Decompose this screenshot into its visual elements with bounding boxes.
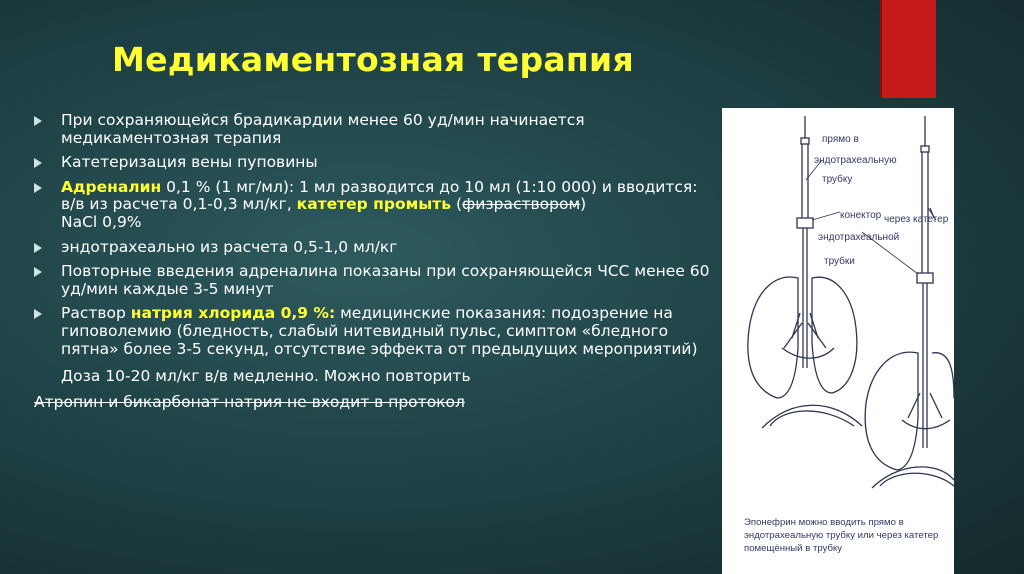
intubation-diagram <box>722 108 954 574</box>
label-connector-line3: трубки <box>824 256 855 267</box>
bullet-arrow-icon <box>34 267 42 277</box>
adrenalin-highlight: Адреналин <box>61 177 162 196</box>
bullet-arrow-icon <box>34 183 42 193</box>
struck-text: физраствором <box>462 195 581 214</box>
label-connector-line2: эндотрахеальной <box>818 232 900 243</box>
list-item: Катетеризация вены пуповины <box>34 154 710 172</box>
dose-text: Доза 10-20 мл/кг в/в медленно. Можно повторить <box>61 367 471 386</box>
label-direct-line1: прямо в <box>822 134 859 145</box>
atropine-struck-text: Атропин и бикарбонат натрия не входит в протокол <box>34 392 465 411</box>
list-item: При сохраняющейся брадикардии менее 60 уд/мин начинается медикаментозная терапия <box>34 112 710 147</box>
red-accent-bar <box>880 0 936 98</box>
label-direct-line2: эндотрахеальную <box>814 155 897 166</box>
diagram-caption: Эпонефрин можно вводить прямо в эндотрахеальную трубку или через катетер помещённый в трубку <box>744 517 939 554</box>
bullet-arrow-icon <box>34 116 42 126</box>
bullet-arrow-icon <box>34 243 42 253</box>
slide-title: Медикаментозная терапия <box>112 40 634 79</box>
list-item: эндотрахеально из расчета 0,5-1,0 мл/кг <box>34 239 710 257</box>
bullet-list <box>34 112 710 411</box>
label-connector-line1: конектор <box>840 210 882 221</box>
list-item-adrenalin: Адреналин 0,1 % (1 мг/мл): 1 мл разводится до 10 мл (1:10 000) и вводится: в/в из расчета 0,1-0,3 мл/кг, катетер промыть (физраствором) NaCl 0,9% <box>34 179 710 232</box>
list-item-sodium-chloride: Раствор натрия хлорида 0,9 %: медицинские показания: подозрение на гиповолемию (бледность, слабый нитевидный пульс, симптом «бледного пятна» более 3-5 секунд, отсутствие эффекта от предыдущих мероприятий) <box>34 305 710 358</box>
catheter-highlight: катетер промыть <box>296 195 452 214</box>
bullet-arrow-icon <box>34 158 42 168</box>
sodium-chloride-highlight: натрия хлорида 0,9 %: <box>130 304 336 323</box>
list-item: Повторные введения адреналина показаны при сохраняющейся ЧСС менее 60 уд/мин каждые 3-5 минут <box>34 263 710 298</box>
bullet-arrow-icon <box>34 309 42 319</box>
label-direct-line3: трубку <box>822 174 853 185</box>
label-via-catheter: через катетер <box>884 214 949 225</box>
